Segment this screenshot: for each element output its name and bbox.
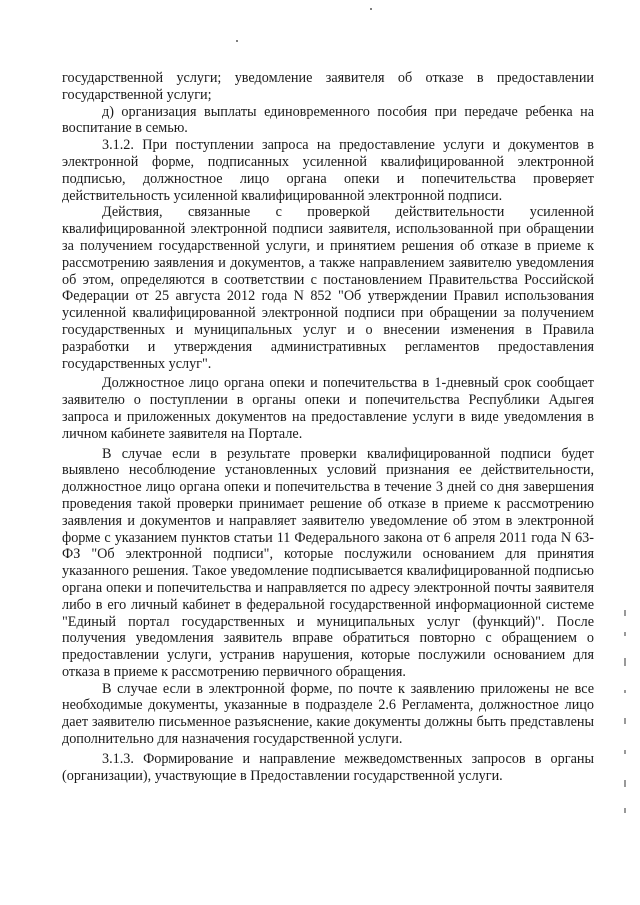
paragraph: государственной услуги; уведомление заявителя об отказе в предоставлении государственной услуги;: [62, 70, 594, 103]
paragraph: Должностное лицо органа опеки и попечительства в 1-дневный срок сообщает заявителю о поступлении в органы опеки и попечительства Республики Адыгея запроса и приложенных документов на предоставление услуги в виде уведомления в личном кабинете заявителя на Портале.: [62, 375, 594, 442]
paragraph: В случае если в электронной форме, по почте к заявлению приложены не все необходимые документы, указанные в подразделе 2.6 Регламента, должностное лицо дает заявителю письменное разъяснение, какие документы должны быть представлены дополнительно для назначения государственной услуги.: [62, 680, 594, 748]
paragraph: 3.1.2. При поступлении запроса на предоставление услуги и документов в электронной форме, подписанных усиленной квалифицированной электронной подписью, должностное лицо органа опеки и попечительства проверяет действительность усиленной квалифицированной электронной подписи.: [62, 137, 594, 204]
paragraph: 3.1.3. Формирование и направление межведомственных запросов в органы (организации), участвующие в Предоставлении государственной услуги.: [62, 750, 594, 784]
paragraph: В случае если в результате проверки квалифицированной подписи будет выявлено несоблюдение установленных условий признания ее действительности, должностное лицо органа опеки и попечительства в течение 3 дней со дня завершения проведения такой проверки принимает решение об отказе в приеме к рассмотрению заявления и документов и направляет заявителю уведомление об этом в электронной форме с указанием пунктов статьи 11 Федерального закона от 6 апреля 2011 года N 63-ФЗ "Об электронной подписи", которые послужили основанием для принятия указанного решения. Такое уведомление подписывается квалифицированной подписью органа опеки и попечительства и направляется по адресу электронной почты заявителя либо в его личный кабинет в федеральной государственной информационной системе "Единый портал государственных и муниципальных услуг (функций)". После получения уведомления заявитель вправе обратиться повторно с обращением о предоставлении услуги, устранив нарушения, которые послужили основанием для отказа в приеме к рассмотрению первичного обращения.: [62, 445, 594, 680]
scan-dot-top: [370, 8, 372, 10]
paragraph: д) организация выплаты единовременного пособия при передаче ребенка на воспитание в семью.: [62, 103, 594, 137]
scan-dot-upper: [236, 40, 238, 42]
scan-edge-marks: [622, 610, 628, 820]
document-body: [62, 70, 594, 784]
paragraph: Действия, связанные с проверкой действительности усиленной квалифицированной электронной подписи заявителя, использованной при обращении за получением государственной услуги, и принятием решения об отказе в приеме к рассмотрению заявления и документов, а также направлением заявителю уведомления об этом, определяются в соответствии с постановлением Правительства Российской Федерации от 25 августа 2012 года N 852 "Об утверждении Правил использования усиленной квалифицированной электронной подписи при обращении за получением государственных и муниципальных услуг и о внесении изменения в Правила разработки и утверждения административных регламентов предоставления государственных услуг".: [62, 204, 594, 372]
